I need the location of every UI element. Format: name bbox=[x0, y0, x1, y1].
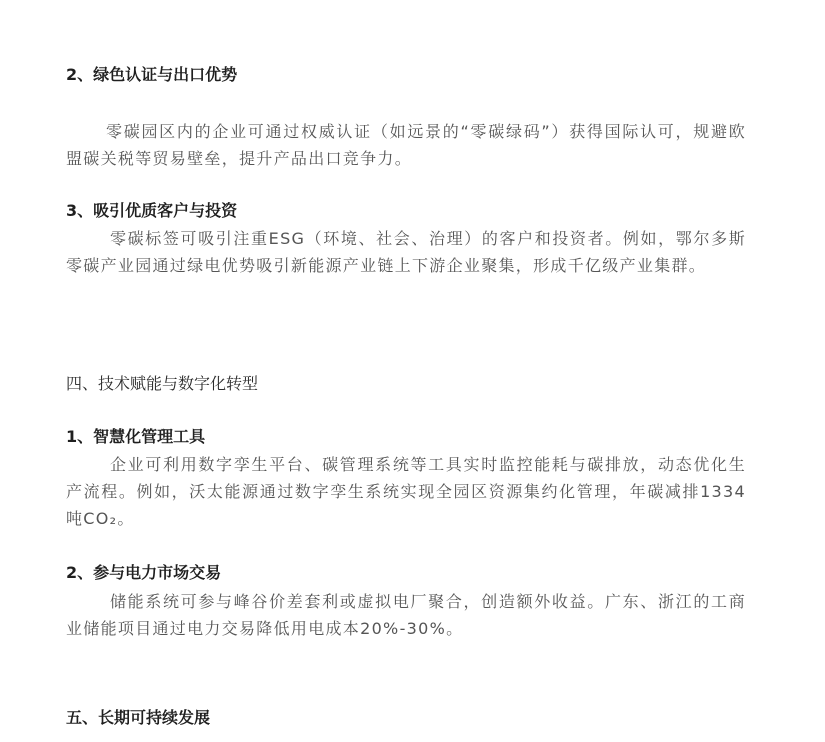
paragraph-attract-clients: 零碳标签可吸引注重ESG（环境、社会、治理）的客户和投资者。例如，鄂尔多斯零碳产业园通过绿电优势吸引新能源产业链上下游企业聚集，形成千亿级产业集群。 bbox=[66, 229, 746, 275]
heading-smart-management-tools: 1、智慧化管理工具 bbox=[66, 427, 206, 446]
paragraph-green-certification: 零碳园区内的企业可通过权威认证（如远景的“零碳绿码”）获得国际认可，规避欧盟碳关税等贸易壁垒，提升产品出口竞争力。 bbox=[66, 122, 746, 168]
paragraph-smart-management-tools: 企业可利用数字孪生平台、碳管理系统等工具实时监控能耗与碳排放，动态优化生产流程。例如，沃太能源通过数字孪生系统实现全园区资源集约化管理，年碳减排1334吨CO₂。 bbox=[66, 455, 746, 528]
heading-power-market-trading: 2、参与电力市场交易 bbox=[66, 563, 222, 582]
paragraph-power-market-trading: 储能系统可参与峰谷价差套利或虚拟电厂聚合，创造额外收益。广东、浙江的工商业储能项目通过电力交易降低用电成本20%-30%。 bbox=[66, 592, 746, 638]
heading-green-certification: 2、绿色认证与出口优势 bbox=[66, 65, 238, 84]
heading-attract-clients: 3、吸引优质客户与投资 bbox=[66, 201, 238, 220]
heading-section-four: 四、技术赋能与数字化转型 bbox=[66, 374, 259, 393]
heading-section-five: 五、长期可持续发展 bbox=[66, 708, 211, 727]
